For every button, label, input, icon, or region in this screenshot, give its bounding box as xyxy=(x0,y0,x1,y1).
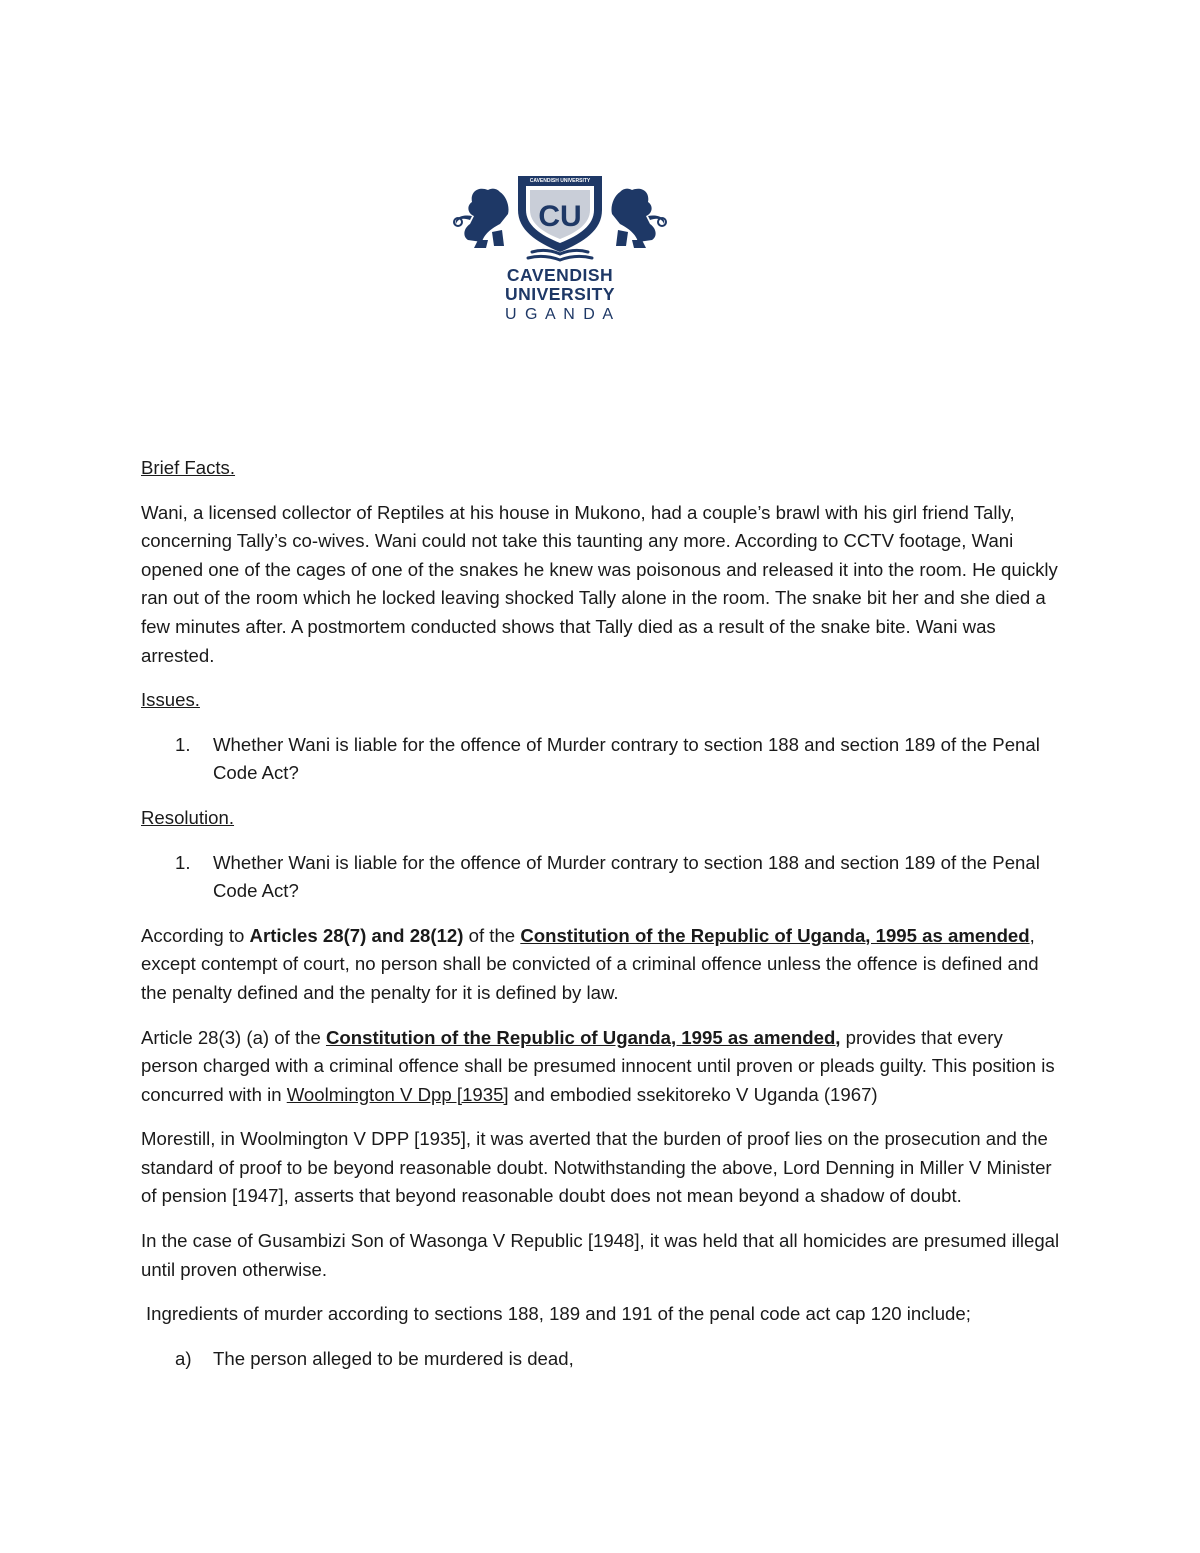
resolution-list-item xyxy=(141,849,1061,906)
brief-facts-heading: Brief Facts. xyxy=(141,457,236,478)
logo-name-cavendish: CAVENDISH xyxy=(506,265,614,285)
list-number: 1. xyxy=(175,851,191,873)
brief-facts-paragraph: Wani, a licensed collector of Reptiles at his house in Mukono, had a couple’s brawl with his girl friend Tally, concerning Tally’s co-wives. Wani could not take this taunting any more. According to CCTV footage, Wani opened one of the cages of one of the snakes he knew was poisonous and released it into the room. He quickly ran out of the room which he locked leaving shocked Tally alone in the room. The snake bit her and she died a few minutes after. A postmortem conducted shows that Tally died as a result of the snake bite. Wani was arrested. xyxy=(141,501,1058,666)
list-number: 1. xyxy=(175,733,191,755)
document-body xyxy=(141,454,1061,1389)
list-letter: a) xyxy=(175,1347,192,1369)
cavendish-university-logo xyxy=(448,162,672,326)
right-lion-icon xyxy=(611,189,666,248)
ingredients-intro-paragraph: Ingredients of murder according to sections 188, 189 and 191 of the penal code act cap 120 include; xyxy=(146,1303,971,1325)
list-text: Whether Wani is liable for the offence of Murder contrary to section 188 and section 189 of the Penal Code Act? xyxy=(213,851,1040,902)
homicide-presumption-paragraph: In the case of Gusambizi Son of Wasonga V Republic [1948], it was held that all homicides are presumed illegal until proven otherwise. xyxy=(141,1230,1060,1280)
list-text: Whether Wani is liable for the offence of Murder contrary to section 188 and section 189 of the Penal Code Act? xyxy=(213,733,1040,784)
issues-heading: Issues. xyxy=(141,689,200,711)
left-lion-icon xyxy=(454,189,509,248)
article-28-paragraph: Article 28(3) (a) of the Constitution of the Republic of Uganda, 1995 as amended, provides that every person charged with a criminal offence shall be presumed innocent until proven or pleads guilty. This position is concurred with in Woolmington V Dpp [1935] and embodied ssekitoreko V Uganda (1967) xyxy=(141,1026,1055,1105)
logo-name-uganda: U G A N D A xyxy=(504,306,616,323)
ingredient-list-item xyxy=(141,1345,1061,1374)
burden-of-proof-paragraph: Morestill, in Woolmington V DPP [1935], it was averted that the burden of proof lies on the prosecution and the standard of proof to be beyond reasonable doubt. Notwithstanding the above, Lord Denning in Miller V Minister of pension [1947], asserts that beyond reasonable doubt does not mean beyond a shadow of doubt. xyxy=(141,1128,1052,1207)
resolution-heading: Resolution. xyxy=(141,806,235,828)
list-text: The person alleged to be murdered is dead, xyxy=(213,1347,574,1369)
issue-list-item xyxy=(141,731,1061,788)
constitution-paragraph: According to Articles 28(7) and 28(12) of the Constitution of the Republic of Uganda, 1995 as amended, except contempt of court, no person shall be convicted of a criminal offence unless the offence is defined and the penalty defined and the penalty for it is defined by law. xyxy=(141,924,1039,1003)
emblem-arc-text: CAVENDISH UNIVERSITY xyxy=(529,178,591,184)
cu-monogram: CU xyxy=(538,200,582,233)
logo-name-university: UNIVERSITY xyxy=(504,284,616,304)
